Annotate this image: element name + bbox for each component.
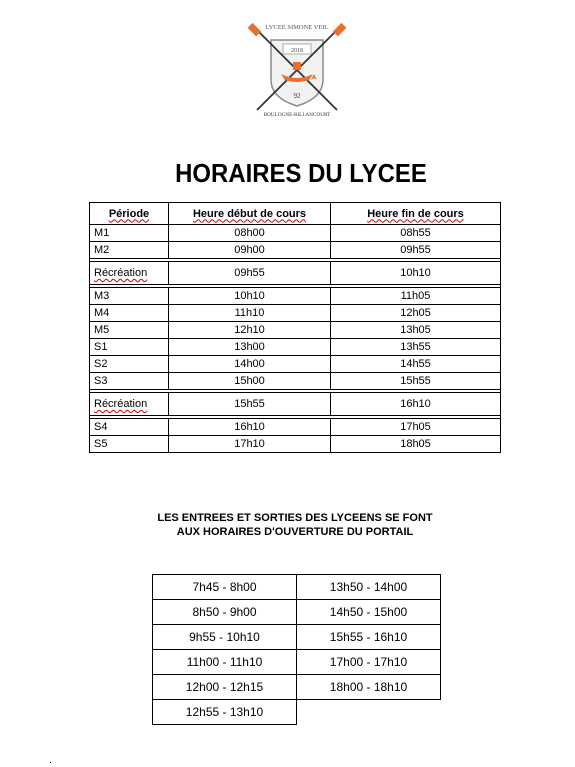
period-cell: Récréation [94, 267, 148, 279]
start-cell: 09h55 [169, 262, 331, 285]
portal-time-cell: 13h50 - 14h00 [297, 575, 441, 600]
start-cell: 11h10 [169, 305, 331, 322]
table-row [153, 675, 441, 700]
portal-time-cell: 15h55 - 16h10 [297, 625, 441, 650]
logo-oar-blade-left [248, 23, 261, 36]
recess-row [90, 262, 501, 285]
school-logo [243, 18, 351, 120]
table-row [153, 575, 441, 600]
portal-time-cell: 14h50 - 15h00 [297, 600, 441, 625]
table-row [90, 373, 501, 390]
start-cell: 13h00 [169, 339, 331, 356]
start-cell: 15h55 [169, 393, 331, 416]
end-cell: 13h05 [331, 322, 501, 339]
table-row [153, 700, 441, 725]
portal-time-cell: 12h55 - 13h10 [153, 700, 297, 725]
start-cell: 12h10 [169, 322, 331, 339]
end-cell: 13h55 [331, 339, 501, 356]
start-cell: 16h10 [169, 419, 331, 436]
table-row [90, 356, 501, 373]
end-cell: 09h55 [331, 242, 501, 259]
end-cell: 17h05 [331, 419, 501, 436]
table-row [90, 419, 501, 436]
page-title: HORAIRES DU LYCEE [175, 158, 427, 188]
period-cell: M4 [90, 305, 169, 322]
logo-number: 92 [293, 92, 301, 100]
header-end: Heure fin de cours [367, 207, 464, 220]
period-cell: M3 [90, 288, 169, 305]
period-cell: S5 [90, 436, 169, 453]
end-cell: 11h05 [331, 288, 501, 305]
notice-line-2: AUX HORAIRES D'OUVERTURE DU PORTAIL [176, 526, 414, 538]
portal-time-cell: 11h00 - 11h10 [153, 650, 297, 675]
start-cell: 17h10 [169, 436, 331, 453]
end-cell: 16h10 [331, 393, 501, 416]
portal-time-cell: 9h55 - 10h10 [153, 625, 297, 650]
end-cell: 14h55 [331, 356, 501, 373]
gate-notice [0, 511, 575, 539]
period-cell: M5 [90, 322, 169, 339]
logo-ring-text: LYCEE SIMONE VEIL [265, 24, 329, 31]
table-row [90, 242, 501, 259]
portal-time-cell: 17h00 - 17h10 [297, 650, 441, 675]
table-row [90, 305, 501, 322]
logo-city: BOULOGNE-BILLANCOURT [263, 112, 331, 118]
period-cell: M2 [90, 242, 169, 259]
end-cell: 15h55 [331, 373, 501, 390]
portal-time-cell: 12h00 - 12h15 [153, 675, 297, 700]
start-cell: 14h00 [169, 356, 331, 373]
start-cell: 10h10 [169, 288, 331, 305]
start-cell: 09h00 [169, 242, 331, 259]
table-row [153, 625, 441, 650]
schedule-table [89, 202, 501, 453]
portal-time-cell: 8h50 - 9h00 [153, 600, 297, 625]
end-cell: 12h05 [331, 305, 501, 322]
period-cell: M1 [90, 225, 169, 242]
end-cell: 18h05 [331, 436, 501, 453]
table-row [90, 436, 501, 453]
start-cell: 15h00 [169, 373, 331, 390]
period-cell: S1 [90, 339, 169, 356]
logo-year: 2018 [291, 48, 303, 54]
schedule-header-row [90, 203, 501, 225]
table-row [90, 225, 501, 242]
end-cell: 08h55 [331, 225, 501, 242]
recess-row [90, 393, 501, 416]
notice-line-1: LES ENTREES ET SORTIES DES LYCEENS SE FONT [157, 512, 433, 524]
portal-time-cell: 7h45 - 8h00 [153, 575, 297, 600]
header-start: Heure début de cours [192, 207, 307, 220]
portal-hours-table [152, 574, 441, 725]
header-period: Période [108, 207, 150, 220]
period-cell: S4 [90, 419, 169, 436]
start-cell: 08h00 [169, 225, 331, 242]
period-cell: S2 [90, 356, 169, 373]
table-row [153, 650, 441, 675]
period-cell: S3 [90, 373, 169, 390]
logo-emblem-mark [293, 62, 301, 70]
empty-cell [297, 700, 441, 725]
table-row [90, 322, 501, 339]
end-cell: 10h10 [331, 262, 501, 285]
table-row [90, 339, 501, 356]
stray-mark [50, 762, 51, 763]
period-cell: Récréation [94, 398, 148, 410]
portal-time-cell: 18h00 - 18h10 [297, 675, 441, 700]
table-row [153, 600, 441, 625]
logo-oar-blade-right [333, 23, 346, 36]
table-row [90, 288, 501, 305]
